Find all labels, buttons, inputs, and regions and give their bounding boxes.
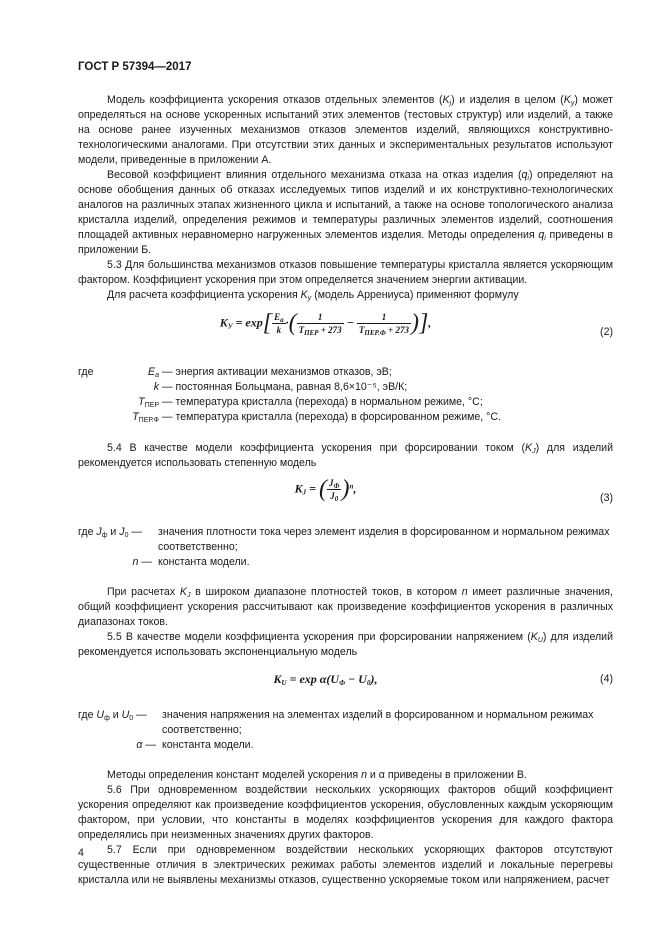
formula-4 — [78, 668, 613, 708]
paragraph-5-4: 5.4 В качестве модели коэффициента ускорения при форсировании током $(K_J)$ для изделий рекомендуется использовать степенную модель — [78, 442, 614, 469]
formula-2-definitions: где $E_a$ — энергия активации механизмов отказов, эВ; k — постоянная Больцмана, равная 8,6×10⁻⁵, эВ/К; $T_{ПЕР}$ — температура кристалла (перехода) в нормальном режиме, °C; $T_{ПЕР.Ф}$ — температура кристалла (перехода) в форсированном режиме, °C. — [78, 366, 501, 424]
def-n: константа модели. — [158, 556, 250, 568]
paragraph-weight-coef: Весовой коэффициент влияния отдельного механизма отказа на отказ изделия $(q_i)$ определяют на основе обобщения данных об отказах исследуемых типов изделий и их конструктивно-технологических аналогов на различных этапах жизненного цикла и испытаний, а также на основе топологического анализа кристалла изделий, определения режимов и температуры различных элементов изделий, соотношения площадей активных неравномерно нагруженных элементов изделия. Методы определения $q_i$ приведены в приложении Б. — [78, 169, 613, 256]
def-tperf: — температура кристалла (перехода) в форсированном режиме, °C. — [162, 411, 501, 423]
paragraph-methods: Методы определения констант моделей ускорения n и α приведены в приложении В. — [107, 769, 527, 781]
paragraph-kj-range: При расчетах $K_J$ в широком диапазоне плотностей токов, в котором n имеет различные значения, общий коэффициент ускорения рассчитывают как произведение коэффициентов ускорения в различных диапазонах токов. — [78, 586, 613, 628]
paragraph-accel-model: Модель коэффициента ускорения отказов отдельных элементов $(K_j)$ и изделия в целом $(K_y)$ может определяться на основе ускоренных испытаний этих элементов (тестовых структур) или изделий, а также на основе ранее изученных механизмов отказов элементов изделий, являющихся конструктивно-технологическими аналогами. При отсутствии этих данных и экспериментальных результатов используют модели, приведенные в приложении А. — [78, 94, 613, 166]
paragraph-5-5: 5.5 В качестве модели коэффициента ускорения при форсировании напряжением $(K_U)$ для изделий рекомендуется использовать экспоненциальную модель — [78, 631, 613, 658]
power-equation: $K_J$ = ( $\frac{J_Ф}{J_0}$ )$^n$, — [294, 476, 357, 503]
formula-number: (3) — [600, 492, 613, 504]
formula-3-definitions: где $J_ф$ и $J_0$ — значения плотности тока через элемент изделия в форсированном и нормальном режимах соответственно; n — константа модели. — [78, 525, 613, 570]
def-j: значения плотности тока через элемент изделия в форсированном и нормальном режимах соответственно; — [158, 526, 610, 553]
page-body — [78, 93, 613, 888]
paragraph-5-6: 5.6 При одновременном воздействии нескольких ускоряющих факторов общий коэффициент ускорения определяют как произведение коэффициентов ускорения, обусловленных каждым ускоряющим фактором, при условии, что константы в моделях коэффициентов ускорения для каждого фактора определялись при неизменных значениях других факторов. — [78, 784, 613, 841]
def-tper: — температура кристалла (перехода) в нормальном режиме, °C; — [162, 396, 483, 408]
def-k: — постоянная Больцмана, равная 8,6×10⁻⁵, эВ/К; — [162, 381, 408, 393]
formula-3 — [78, 477, 613, 523]
formula-number: (4) — [600, 673, 613, 685]
paragraph-arrhenius-intro: Для расчета коэффициента ускорения $K_y$ (модель Аррениуса) применяют формулу — [107, 289, 519, 302]
paragraph-5-3: 5.3 Для большинства механизмов отказов повышение температуры кристалла является ускоряющим фактором. Коэффициент ускорения при этом определяется значением энергии активации. — [78, 259, 613, 286]
page-number: 4 — [78, 847, 84, 859]
exponential-equation: $K_U = \exp \alpha(U_Ф - U_0)$, — [273, 672, 378, 687]
paragraph-5-7: 5.7 Если при одновременном воздействии нескольких ускоряющих факторов отсутствуют существенные отличия в электрических режимах работы элементов изделий и локальные перегревы кристалла или не выявлены механизмы отказов, существенно ускоряемые током или напряжением, расчет — [78, 844, 613, 886]
formula-4-definitions: где $U_ф$ и $U_0$ — значения напряжения на элементах изделий в форсированном и нормальном режимах соответственно; α — константа модели. — [78, 708, 613, 753]
document-header: ГОСТ Р 57394—2017 — [78, 61, 192, 73]
def-u: значения напряжения на элементах изделий в форсированном и нормальном режимах соответственно; — [162, 709, 594, 736]
def-alpha: константа модели. — [162, 739, 254, 751]
def-ea: — энергия активации механизмов отказов, эВ; — [162, 366, 392, 378]
formula-number: (2) — [600, 326, 613, 338]
formula-2 — [78, 311, 613, 361]
arrhenius-equation: $K_У = \exp$[ $\frac{E_a}{k}$ ·( $\frac{1}{T_{ПЕР} + 273}$ − $\frac{1}{T_{ПЕР.Ф} + 273}$ )], — [219, 310, 432, 337]
where-label: где — [78, 366, 94, 378]
